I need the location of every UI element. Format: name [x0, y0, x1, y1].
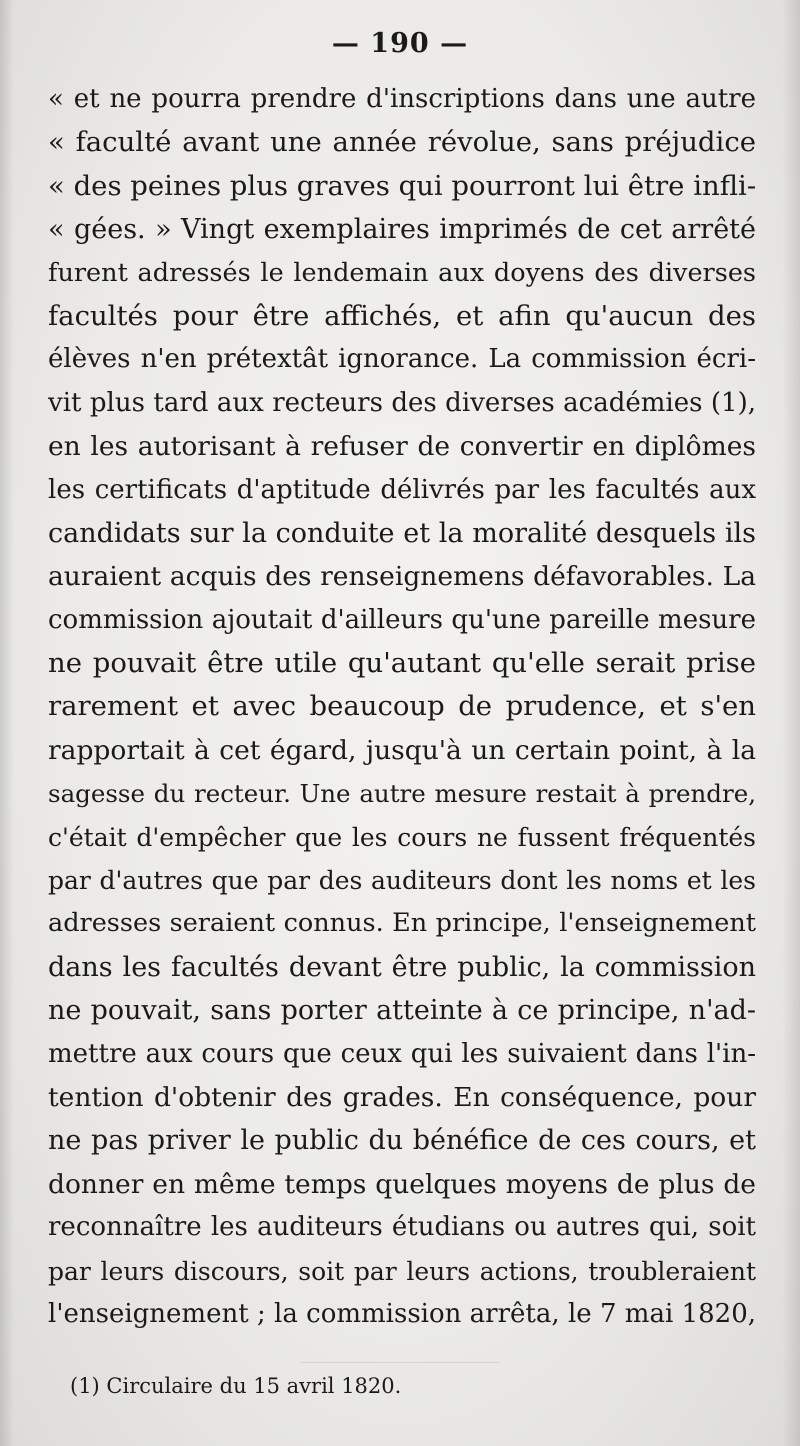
text-line: ne pouvait être utile qu'autant qu'elle serait prise: [48, 647, 756, 680]
text-line: tention d'obtenir des grades. En conséquence, pour: [48, 1081, 756, 1113]
text-line: facultés pour être affichés, et afin qu'aucun des: [48, 299, 756, 332]
text-line: furent adressés le lendemain aux doyens des diverses: [48, 257, 756, 288]
text-line: mettre aux cours que ceux qui les suivaient dans l'in-: [48, 1038, 756, 1069]
page-edge-shadow-right: [782, 0, 800, 1446]
text-line: « gées. » Vingt exemplaires imprimés de cet arrêté: [48, 214, 756, 246]
text-line: sagesse du recteur. Une autre mesure restait à prendre,: [48, 779, 756, 809]
footnote: (1) Circulaire du 15 avril 1820.: [70, 1374, 402, 1398]
text-line: c'était d'empêcher que les cours ne fussent fréquentés: [48, 822, 756, 852]
footnote-divider: [300, 1362, 500, 1363]
text-line: « faculté avant une année révolue, sans préjudice: [48, 126, 756, 159]
text-line: en les autorisant à refuser de convertir en diplômes: [48, 431, 756, 463]
text-line: « des peines plus graves qui pourront lui être infli-: [48, 169, 756, 202]
text-line: dans les facultés devant être public, la commission: [48, 951, 756, 983]
page-number: — 190 —: [331, 28, 469, 59]
text-line: ne pas priver le public du bénéfice de ces cours, et: [48, 1125, 756, 1157]
text-line: par d'autres que par des auditeurs dont les noms et les: [48, 866, 756, 896]
text-line: candidats sur la conduite et la moralité desquels ils: [48, 517, 756, 549]
text-line: rarement et avec beaucoup de prudence, et s'en: [48, 690, 756, 723]
text-line: auraient acquis des renseignemens défavorables. La: [48, 561, 756, 593]
text-line: commission ajoutait d'ailleurs qu'une pareille mesure: [48, 604, 756, 635]
body-text: [48, 78, 756, 1336]
page-edge-shadow-left: [0, 0, 14, 1446]
text-line: adresses seraient connus. En principe, l'enseignement: [48, 908, 756, 939]
text-line: « et ne pourra prendre d'inscriptions dans une autre: [48, 84, 756, 114]
text-line: vit plus tard aux recteurs des diverses académies (1),: [48, 387, 756, 418]
text-line: ne pouvait, sans porter atteinte à ce principe, n'ad-: [48, 995, 756, 1027]
text-line: reconnaître les auditeurs étudians ou autres qui, soit: [48, 1212, 756, 1243]
text-line: donner en même temps quelques moyens de plus de: [48, 1168, 756, 1200]
text-line: les certificats d'aptitude délivrés par les facultés aux: [48, 474, 756, 505]
text-line: élèves n'en prétextât ignorance. La commission écri-: [48, 344, 756, 375]
text-line: l'enseignement ; la commission arrêta, le 7 mai 1820,: [48, 1298, 756, 1329]
text-line: rapportait à cet égard, jusqu'à un certain point, à la: [48, 734, 756, 766]
text-line: par leurs discours, soit par leurs actions, troubleraient: [48, 1256, 756, 1286]
